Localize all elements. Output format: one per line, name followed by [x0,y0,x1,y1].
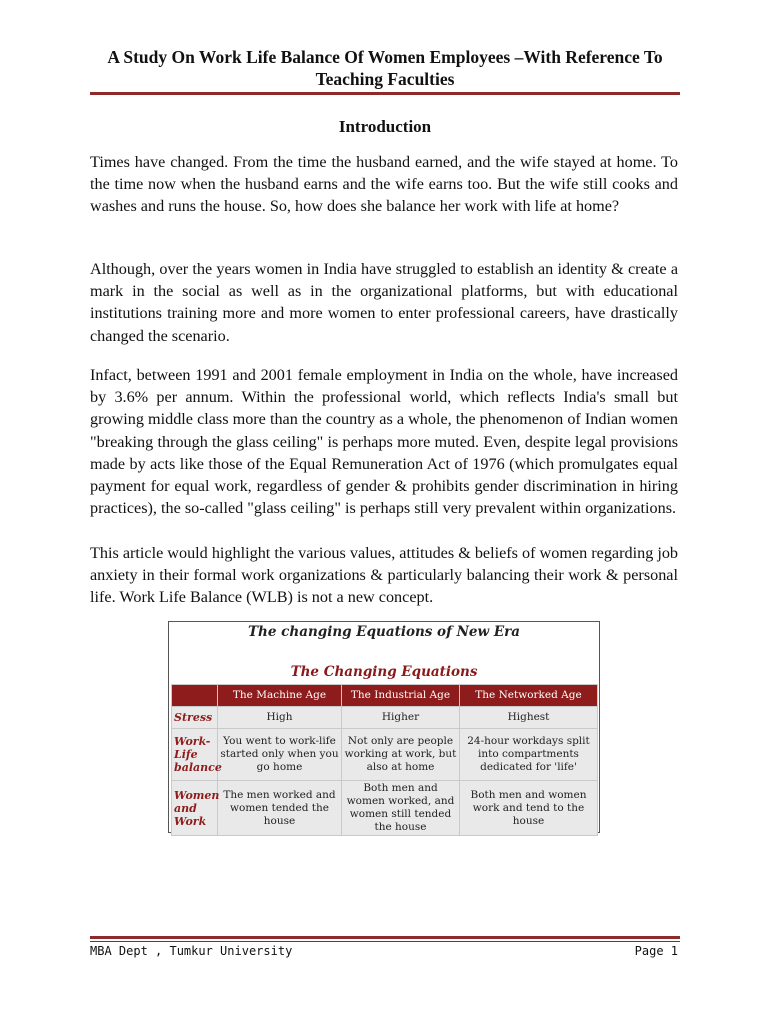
column-header: The Networked Age [460,685,598,707]
column-header: The Industrial Age [342,685,460,707]
table-cell: You went to work-life started only when you go home [218,729,342,781]
footer-rule [90,936,680,939]
table-cell: Higher [342,707,460,729]
figure-subtitle: The Changing Equations [290,664,478,680]
paragraph-3: Infact, between 1991 and 2001 female employment in India on the whole, have increased by 3.6% per annum. Within the professional world, which reflects India's small but growing middle class more than the country as a whole, the phenomenon of Indian women "breaking through the glass ceiling" is perhaps more muted. Even, despite legal provisions made by acts like those of the Equal Remuneration Act of 1976 (which promulgates equal payment for equal work, regardless of gender & prohibits gender discrimination in hiring practices), the so-called "glass ceiling" is perhaps still very prevalent within organizations. [90,366,678,518]
table-cell: High [218,707,342,729]
table-cell: The men worked and women tended the house [218,781,342,836]
table-row [172,707,598,729]
row-label: Stress [172,707,218,729]
column-header: The Machine Age [218,685,342,707]
table-header-row [172,685,598,707]
table-cell: Highest [460,707,598,729]
paragraph-2: Although, over the years women in India have struggled to establish an identity & create a mark in the social as well as in the organizational platforms, but with educational institutions training more and more women to enter professional careers, have drastically changed the scenario. [90,260,678,345]
figure-caption: The changing Equations of New Era [248,624,520,640]
table-cell: Both men and women worked, and women still tended the house [342,781,460,836]
table-cell: Not only are people working at work, but also at home [342,729,460,781]
paragraph-1: Times have changed. From the time the husband earned, and the wife stayed at home. To the time now when the husband earns and the wife earns too. But the wife still cooks and washes and runs the house. So, how does she balance her work with life at home? [90,153,678,216]
table-row [172,729,598,781]
row-label: Women and Work [172,781,218,836]
row-label: Work-Life balance [172,729,218,781]
paragraph-4: This article would highlight the various values, attitudes & beliefs of women regarding job anxiety in their formal work organizations & particularly balancing their work & personal life. Work Life Balance (WLB) is not a new concept. [90,544,679,607]
footer-rule-thin [90,941,680,942]
table-cell: Both men and women work and tend to the house [460,781,598,836]
equations-table [171,684,598,836]
figure-changing-equations [168,621,600,833]
section-heading: Introduction [338,117,432,136]
page-number: Page 1 [634,944,678,958]
table-corner-cell [172,685,218,707]
document-title: A Study On Work Life Balance Of Women Employees –With Reference To Teaching Faculties [107,47,663,89]
table-row [172,781,598,836]
table-cell: 24-hour workdays split into compartments dedicated for 'life' [460,729,598,781]
footer-department: MBA Dept , Tumkur University [90,944,293,958]
header-rule [90,92,680,95]
